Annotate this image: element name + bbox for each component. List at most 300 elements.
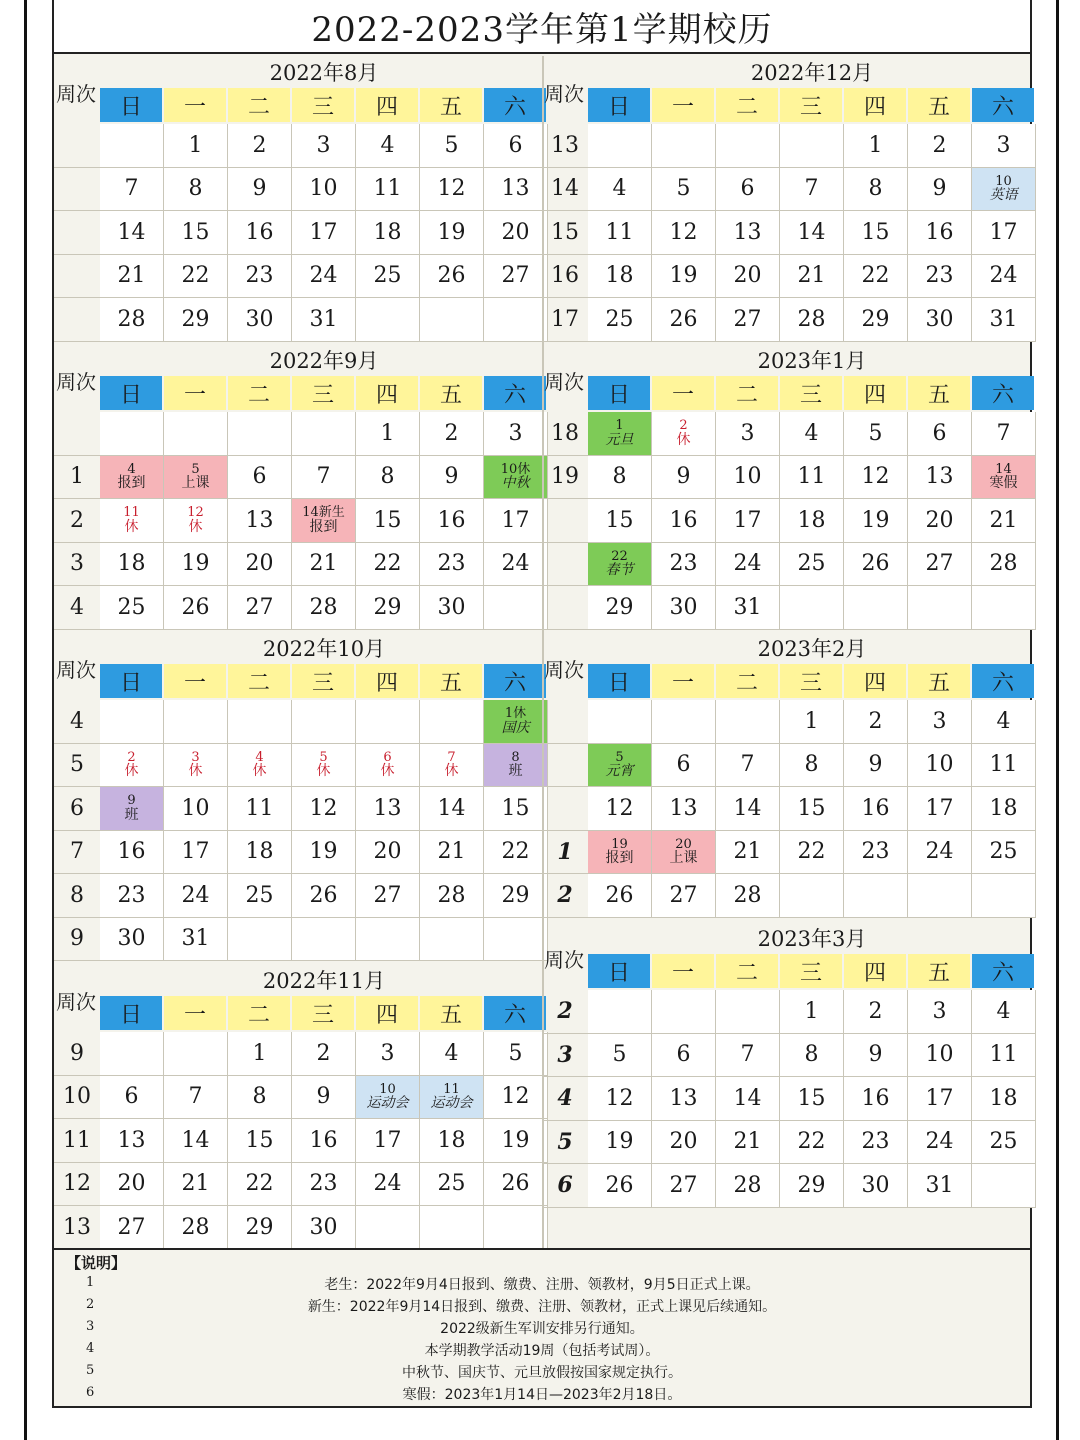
- note-number: 1: [86, 1275, 95, 1290]
- day-cell: [228, 918, 292, 962]
- event-day-cell: [100, 787, 164, 831]
- day-cell: 27: [908, 543, 972, 587]
- day-cell: 2: [844, 700, 908, 744]
- week-column-label: 周次: [544, 658, 584, 682]
- day-cell: 31: [972, 298, 1036, 342]
- day-cell: 27: [356, 874, 420, 918]
- event-label: 休: [676, 431, 691, 448]
- weekday-header: 一: [164, 88, 226, 122]
- day-cell: 26: [844, 543, 908, 587]
- day-cell: 16: [652, 499, 716, 543]
- week-number: 13: [54, 1206, 100, 1250]
- week-number: 8: [54, 874, 100, 918]
- day-cell: [356, 700, 420, 744]
- day-cell: 21: [100, 255, 164, 299]
- day-cell: 6: [716, 168, 780, 212]
- event-label: 元旦: [605, 431, 634, 448]
- event-day-number: 20: [675, 836, 692, 852]
- day-cell: 21: [716, 831, 780, 875]
- day-cell: 21: [164, 1163, 228, 1207]
- day-cell: 13: [652, 1077, 716, 1121]
- day-cell: 22: [164, 255, 228, 299]
- event-label: 休: [188, 518, 203, 535]
- day-cell: 13: [716, 211, 780, 255]
- day-cell: 27: [228, 586, 292, 630]
- note-number: 4: [86, 1341, 95, 1356]
- day-cell: 24: [716, 543, 780, 587]
- day-cell: 28: [292, 586, 356, 630]
- day-cell: 11: [972, 744, 1036, 788]
- event-day-cell: [100, 499, 164, 543]
- week-number: [542, 543, 588, 587]
- event-day-cell: [356, 744, 420, 788]
- day-cell: 7: [100, 168, 164, 212]
- day-cell: 9: [292, 1076, 356, 1120]
- day-cell: 12: [588, 787, 652, 831]
- weekday-header: 六: [484, 664, 546, 698]
- event-day-number: 10: [379, 1081, 396, 1097]
- day-cell: 22: [780, 1121, 844, 1165]
- note-row: [62, 1273, 1022, 1295]
- day-cell: 17: [292, 211, 356, 255]
- weekday-header: 一: [652, 664, 714, 698]
- day-cell: 17: [972, 211, 1036, 255]
- day-cell: 25: [420, 1163, 484, 1207]
- event-day-cell: [588, 412, 652, 456]
- day-cell: 8: [588, 456, 652, 500]
- notes-title: 【说明】: [66, 1254, 127, 1272]
- event-day-cell: [484, 456, 548, 500]
- page-title: 2022-2023学年第1学期校历: [54, 0, 1030, 54]
- day-cell: 10: [164, 787, 228, 831]
- day-cell: 31: [908, 1164, 972, 1208]
- day-cell: [844, 586, 908, 630]
- day-cell: 26: [484, 1163, 548, 1207]
- day-cell: 16: [100, 831, 164, 875]
- day-cell: [164, 700, 228, 744]
- day-cell: 6: [652, 744, 716, 788]
- day-cell: 25: [356, 255, 420, 299]
- day-cell: 14: [164, 1119, 228, 1163]
- weekday-header: 六: [484, 88, 546, 122]
- weekday-header: 三: [292, 664, 354, 698]
- event-day-number: 3: [191, 749, 200, 765]
- day-cell: 29: [228, 1206, 292, 1250]
- week-number: 19: [542, 456, 588, 500]
- day-cell: [100, 124, 164, 168]
- day-cell: [356, 1206, 420, 1250]
- week-number: [542, 700, 588, 744]
- event-label: 英语: [989, 187, 1018, 204]
- event-day-cell: [972, 456, 1036, 500]
- day-cell: 3: [908, 990, 972, 1034]
- day-cell: [716, 700, 780, 744]
- weekday-header: 三: [780, 376, 842, 410]
- weekday-header: 五: [420, 376, 482, 410]
- day-cell: 30: [908, 298, 972, 342]
- day-cell: 9: [420, 456, 484, 500]
- weekday-header: 一: [652, 88, 714, 122]
- weekday-header: 四: [844, 954, 906, 988]
- weekday-header: 二: [716, 376, 778, 410]
- week-number: 9: [54, 1032, 100, 1076]
- weekday-header: 日: [100, 996, 162, 1030]
- event-label: 休: [444, 763, 459, 780]
- week-number: 12: [54, 1163, 100, 1207]
- day-cell: 26: [588, 874, 652, 918]
- day-cell: 7: [780, 168, 844, 212]
- weekday-header: 日: [100, 88, 162, 122]
- day-cell: 2: [292, 1032, 356, 1076]
- weekday-header: 三: [780, 664, 842, 698]
- event-day-number: 11: [443, 1081, 460, 1097]
- day-cell: 7: [972, 412, 1036, 456]
- day-cell: [652, 124, 716, 168]
- day-cell: [100, 412, 164, 456]
- weekday-header: 五: [908, 88, 970, 122]
- weekday-header: 日: [588, 88, 650, 122]
- event-day-number: 2: [127, 749, 136, 765]
- day-cell: 2: [908, 124, 972, 168]
- day-cell: 13: [228, 499, 292, 543]
- day-cell: 15: [780, 787, 844, 831]
- month-title: 2022年9月: [269, 349, 379, 373]
- day-cell: 28: [972, 543, 1036, 587]
- day-cell: [292, 918, 356, 962]
- week-column-label: 周次: [544, 948, 584, 972]
- day-cell: 30: [844, 1164, 908, 1208]
- weekday-header: 日: [588, 376, 650, 410]
- event-day-number: 2: [679, 418, 688, 434]
- event-day-number: 14: [995, 461, 1012, 477]
- day-cell: [716, 990, 780, 1034]
- day-cell: [228, 700, 292, 744]
- day-cell: 11: [228, 787, 292, 831]
- day-cell: 25: [780, 543, 844, 587]
- event-day-number: 12: [187, 505, 204, 521]
- week-number: 1: [542, 831, 588, 875]
- day-cell: 18: [972, 1077, 1036, 1121]
- event-day-number: 7: [447, 749, 456, 765]
- day-cell: 4: [972, 700, 1036, 744]
- day-cell: 15: [356, 499, 420, 543]
- week-number: [542, 499, 588, 543]
- day-cell: 20: [356, 831, 420, 875]
- weekday-header: 四: [844, 88, 906, 122]
- day-cell: 4: [356, 124, 420, 168]
- day-cell: [356, 918, 420, 962]
- weekday-header: 六: [484, 996, 546, 1030]
- day-cell: 15: [780, 1077, 844, 1121]
- calendar-frame: [52, 0, 1032, 1408]
- event-day-number: 9: [127, 793, 136, 809]
- day-cell: [588, 700, 652, 744]
- day-cell: 16: [420, 499, 484, 543]
- day-cell: 8: [356, 456, 420, 500]
- weekday-header: 二: [228, 996, 290, 1030]
- day-cell: 18: [780, 499, 844, 543]
- event-label: 春节: [605, 562, 634, 579]
- notes-section: [62, 1252, 1022, 1405]
- event-day-number: 1: [615, 418, 624, 434]
- day-cell: [780, 124, 844, 168]
- day-cell: 12: [588, 1077, 652, 1121]
- day-cell: [420, 918, 484, 962]
- event-label: 中秋: [501, 475, 530, 492]
- note-number: 5: [86, 1363, 95, 1378]
- weekday-header: 四: [844, 664, 906, 698]
- day-cell: 29: [588, 586, 652, 630]
- day-cell: 21: [780, 255, 844, 299]
- day-cell: [356, 298, 420, 342]
- day-cell: 2: [420, 412, 484, 456]
- day-cell: 14: [420, 787, 484, 831]
- event-day-number: 5: [191, 461, 200, 477]
- day-cell: 7: [716, 1034, 780, 1078]
- day-cell: 24: [908, 1121, 972, 1165]
- event-day-number: 4: [255, 749, 264, 765]
- event-label: 元宵: [605, 763, 634, 780]
- month-title: 2022年11月: [262, 969, 386, 993]
- day-cell: 18: [228, 831, 292, 875]
- day-cell: 25: [228, 874, 292, 918]
- weekday-header: 六: [972, 376, 1034, 410]
- day-cell: 19: [652, 255, 716, 299]
- day-cell: 10: [908, 1034, 972, 1078]
- day-cell: 20: [908, 499, 972, 543]
- day-cell: 12: [420, 168, 484, 212]
- week-number: 14: [542, 168, 588, 212]
- day-cell: 8: [228, 1076, 292, 1120]
- day-cell: 12: [652, 211, 716, 255]
- weekday-header: 五: [420, 664, 482, 698]
- week-column-label: 周次: [544, 82, 584, 106]
- weekday-header: 六: [972, 88, 1034, 122]
- week-number: [54, 412, 100, 456]
- day-cell: 4: [780, 412, 844, 456]
- day-cell: 17: [908, 787, 972, 831]
- day-cell: 23: [652, 543, 716, 587]
- day-cell: 24: [356, 1163, 420, 1207]
- weekday-header: 六: [484, 376, 546, 410]
- day-cell: 19: [484, 1119, 548, 1163]
- day-cell: 5: [844, 412, 908, 456]
- day-cell: [972, 586, 1036, 630]
- day-cell: 25: [972, 1121, 1036, 1165]
- day-cell: 28: [164, 1206, 228, 1250]
- note-text: 寒假：2023年1月14日—2023年2月18日。: [402, 1387, 682, 1403]
- day-cell: 29: [844, 298, 908, 342]
- day-cell: [972, 1164, 1036, 1208]
- day-cell: [484, 586, 548, 630]
- week-number: [54, 255, 100, 299]
- day-cell: 24: [484, 543, 548, 587]
- day-cell: [484, 298, 548, 342]
- event-day-cell: [652, 831, 716, 875]
- day-cell: 19: [292, 831, 356, 875]
- week-number: 6: [54, 787, 100, 831]
- event-label: 休: [380, 763, 395, 780]
- day-cell: 1: [164, 124, 228, 168]
- day-cell: [228, 412, 292, 456]
- week-column-label: 周次: [56, 990, 96, 1014]
- month-title: 2023年3月: [757, 927, 867, 951]
- weekday-header: 四: [356, 996, 418, 1030]
- week-number: 13: [542, 124, 588, 168]
- day-cell: 22: [356, 543, 420, 587]
- day-cell: 16: [228, 211, 292, 255]
- day-cell: 4: [972, 990, 1036, 1034]
- week-number: 15: [542, 211, 588, 255]
- note-row: [62, 1361, 1022, 1383]
- day-cell: [292, 412, 356, 456]
- day-cell: [652, 700, 716, 744]
- weekday-header: 日: [100, 376, 162, 410]
- day-cell: 1: [356, 412, 420, 456]
- day-cell: [972, 874, 1036, 918]
- weekday-header: 日: [100, 664, 162, 698]
- event-label: 报到: [117, 475, 146, 492]
- week-number: 5: [542, 1121, 588, 1165]
- event-day-cell: [588, 543, 652, 587]
- day-cell: 3: [972, 124, 1036, 168]
- day-cell: 18: [588, 255, 652, 299]
- day-cell: 21: [420, 831, 484, 875]
- event-day-number: 11: [123, 505, 140, 521]
- event-label: 休: [252, 763, 267, 780]
- day-cell: 3: [356, 1032, 420, 1076]
- day-cell: 8: [164, 168, 228, 212]
- week-number: 9: [54, 918, 100, 962]
- day-cell: 9: [844, 1034, 908, 1078]
- weekday-header: 日: [588, 664, 650, 698]
- day-cell: 25: [588, 298, 652, 342]
- day-cell: 30: [100, 918, 164, 962]
- day-cell: [780, 586, 844, 630]
- day-cell: 9: [652, 456, 716, 500]
- day-cell: 27: [652, 874, 716, 918]
- event-label: 报到: [309, 518, 338, 535]
- event-day-cell: [356, 1076, 420, 1120]
- day-cell: 29: [484, 874, 548, 918]
- day-cell: [908, 586, 972, 630]
- weekday-header: 二: [228, 88, 290, 122]
- day-cell: 29: [356, 586, 420, 630]
- day-cell: 16: [908, 211, 972, 255]
- day-cell: 28: [716, 874, 780, 918]
- week-number: 3: [54, 543, 100, 587]
- note-text: 中秋节、国庆节、元旦放假按国家规定执行。: [402, 1365, 682, 1381]
- day-cell: 15: [844, 211, 908, 255]
- day-cell: 14: [716, 1077, 780, 1121]
- event-day-number: 1休: [504, 706, 527, 722]
- event-label: 运动会: [366, 1095, 409, 1112]
- note-text: 新生：2022年9月14日报到、缴费、注册、领教材，正式上课见后续通知。: [307, 1299, 777, 1315]
- day-cell: [588, 124, 652, 168]
- day-cell: 10: [292, 168, 356, 212]
- day-cell: 20: [716, 255, 780, 299]
- day-cell: 17: [484, 499, 548, 543]
- weekday-header: 一: [164, 376, 226, 410]
- day-cell: 24: [164, 874, 228, 918]
- day-cell: 24: [972, 255, 1036, 299]
- day-cell: 1: [844, 124, 908, 168]
- day-cell: [420, 298, 484, 342]
- day-cell: 1: [780, 700, 844, 744]
- day-cell: 4: [588, 168, 652, 212]
- week-number: [54, 124, 100, 168]
- weekday-header: 二: [716, 664, 778, 698]
- day-cell: 18: [100, 543, 164, 587]
- week-number: 10: [54, 1076, 100, 1120]
- week-column-label: 周次: [56, 370, 96, 394]
- event-day-cell: [588, 744, 652, 788]
- event-day-number: 5: [615, 749, 624, 765]
- day-cell: 2: [228, 124, 292, 168]
- week-number: 4: [54, 700, 100, 744]
- day-cell: [484, 1206, 548, 1250]
- event-day-cell: [100, 744, 164, 788]
- event-label: 休: [188, 763, 203, 780]
- event-label: 寒假: [989, 475, 1018, 492]
- day-cell: 18: [420, 1119, 484, 1163]
- weekday-header: 三: [780, 88, 842, 122]
- day-cell: 15: [484, 787, 548, 831]
- day-cell: 5: [484, 1032, 548, 1076]
- day-cell: 20: [652, 1121, 716, 1165]
- weekday-header: 五: [908, 376, 970, 410]
- week-number: 17: [542, 298, 588, 342]
- day-cell: 1: [228, 1032, 292, 1076]
- day-cell: 13: [100, 1119, 164, 1163]
- weekday-header: 六: [972, 954, 1034, 988]
- day-cell: [100, 1032, 164, 1076]
- day-cell: [652, 990, 716, 1034]
- note-row: [62, 1383, 1022, 1405]
- event-day-cell: [652, 412, 716, 456]
- day-cell: [420, 700, 484, 744]
- event-day-cell: [420, 744, 484, 788]
- weekday-header: 三: [292, 376, 354, 410]
- weekday-header: 六: [972, 664, 1034, 698]
- day-cell: 28: [780, 298, 844, 342]
- left-border-line: [24, 0, 27, 1440]
- day-cell: 14: [716, 787, 780, 831]
- day-cell: 23: [844, 1121, 908, 1165]
- event-day-cell: [100, 456, 164, 500]
- day-cell: 28: [420, 874, 484, 918]
- day-cell: 20: [228, 543, 292, 587]
- event-label: 班: [124, 806, 139, 823]
- day-cell: 22: [844, 255, 908, 299]
- day-cell: 5: [588, 1034, 652, 1078]
- day-cell: [164, 412, 228, 456]
- day-cell: 23: [228, 255, 292, 299]
- note-row: [62, 1295, 1022, 1317]
- event-label: 休: [124, 518, 139, 535]
- day-cell: [844, 874, 908, 918]
- day-cell: 29: [780, 1164, 844, 1208]
- day-cell: 23: [420, 543, 484, 587]
- note-text: 本学期教学活动19周（包括考试周）。: [424, 1343, 660, 1359]
- day-cell: 22: [484, 831, 548, 875]
- day-cell: 31: [716, 586, 780, 630]
- day-cell: 23: [100, 874, 164, 918]
- day-cell: 4: [420, 1032, 484, 1076]
- day-cell: 10: [716, 456, 780, 500]
- day-cell: 17: [356, 1119, 420, 1163]
- month-title: 2022年12月: [750, 61, 874, 85]
